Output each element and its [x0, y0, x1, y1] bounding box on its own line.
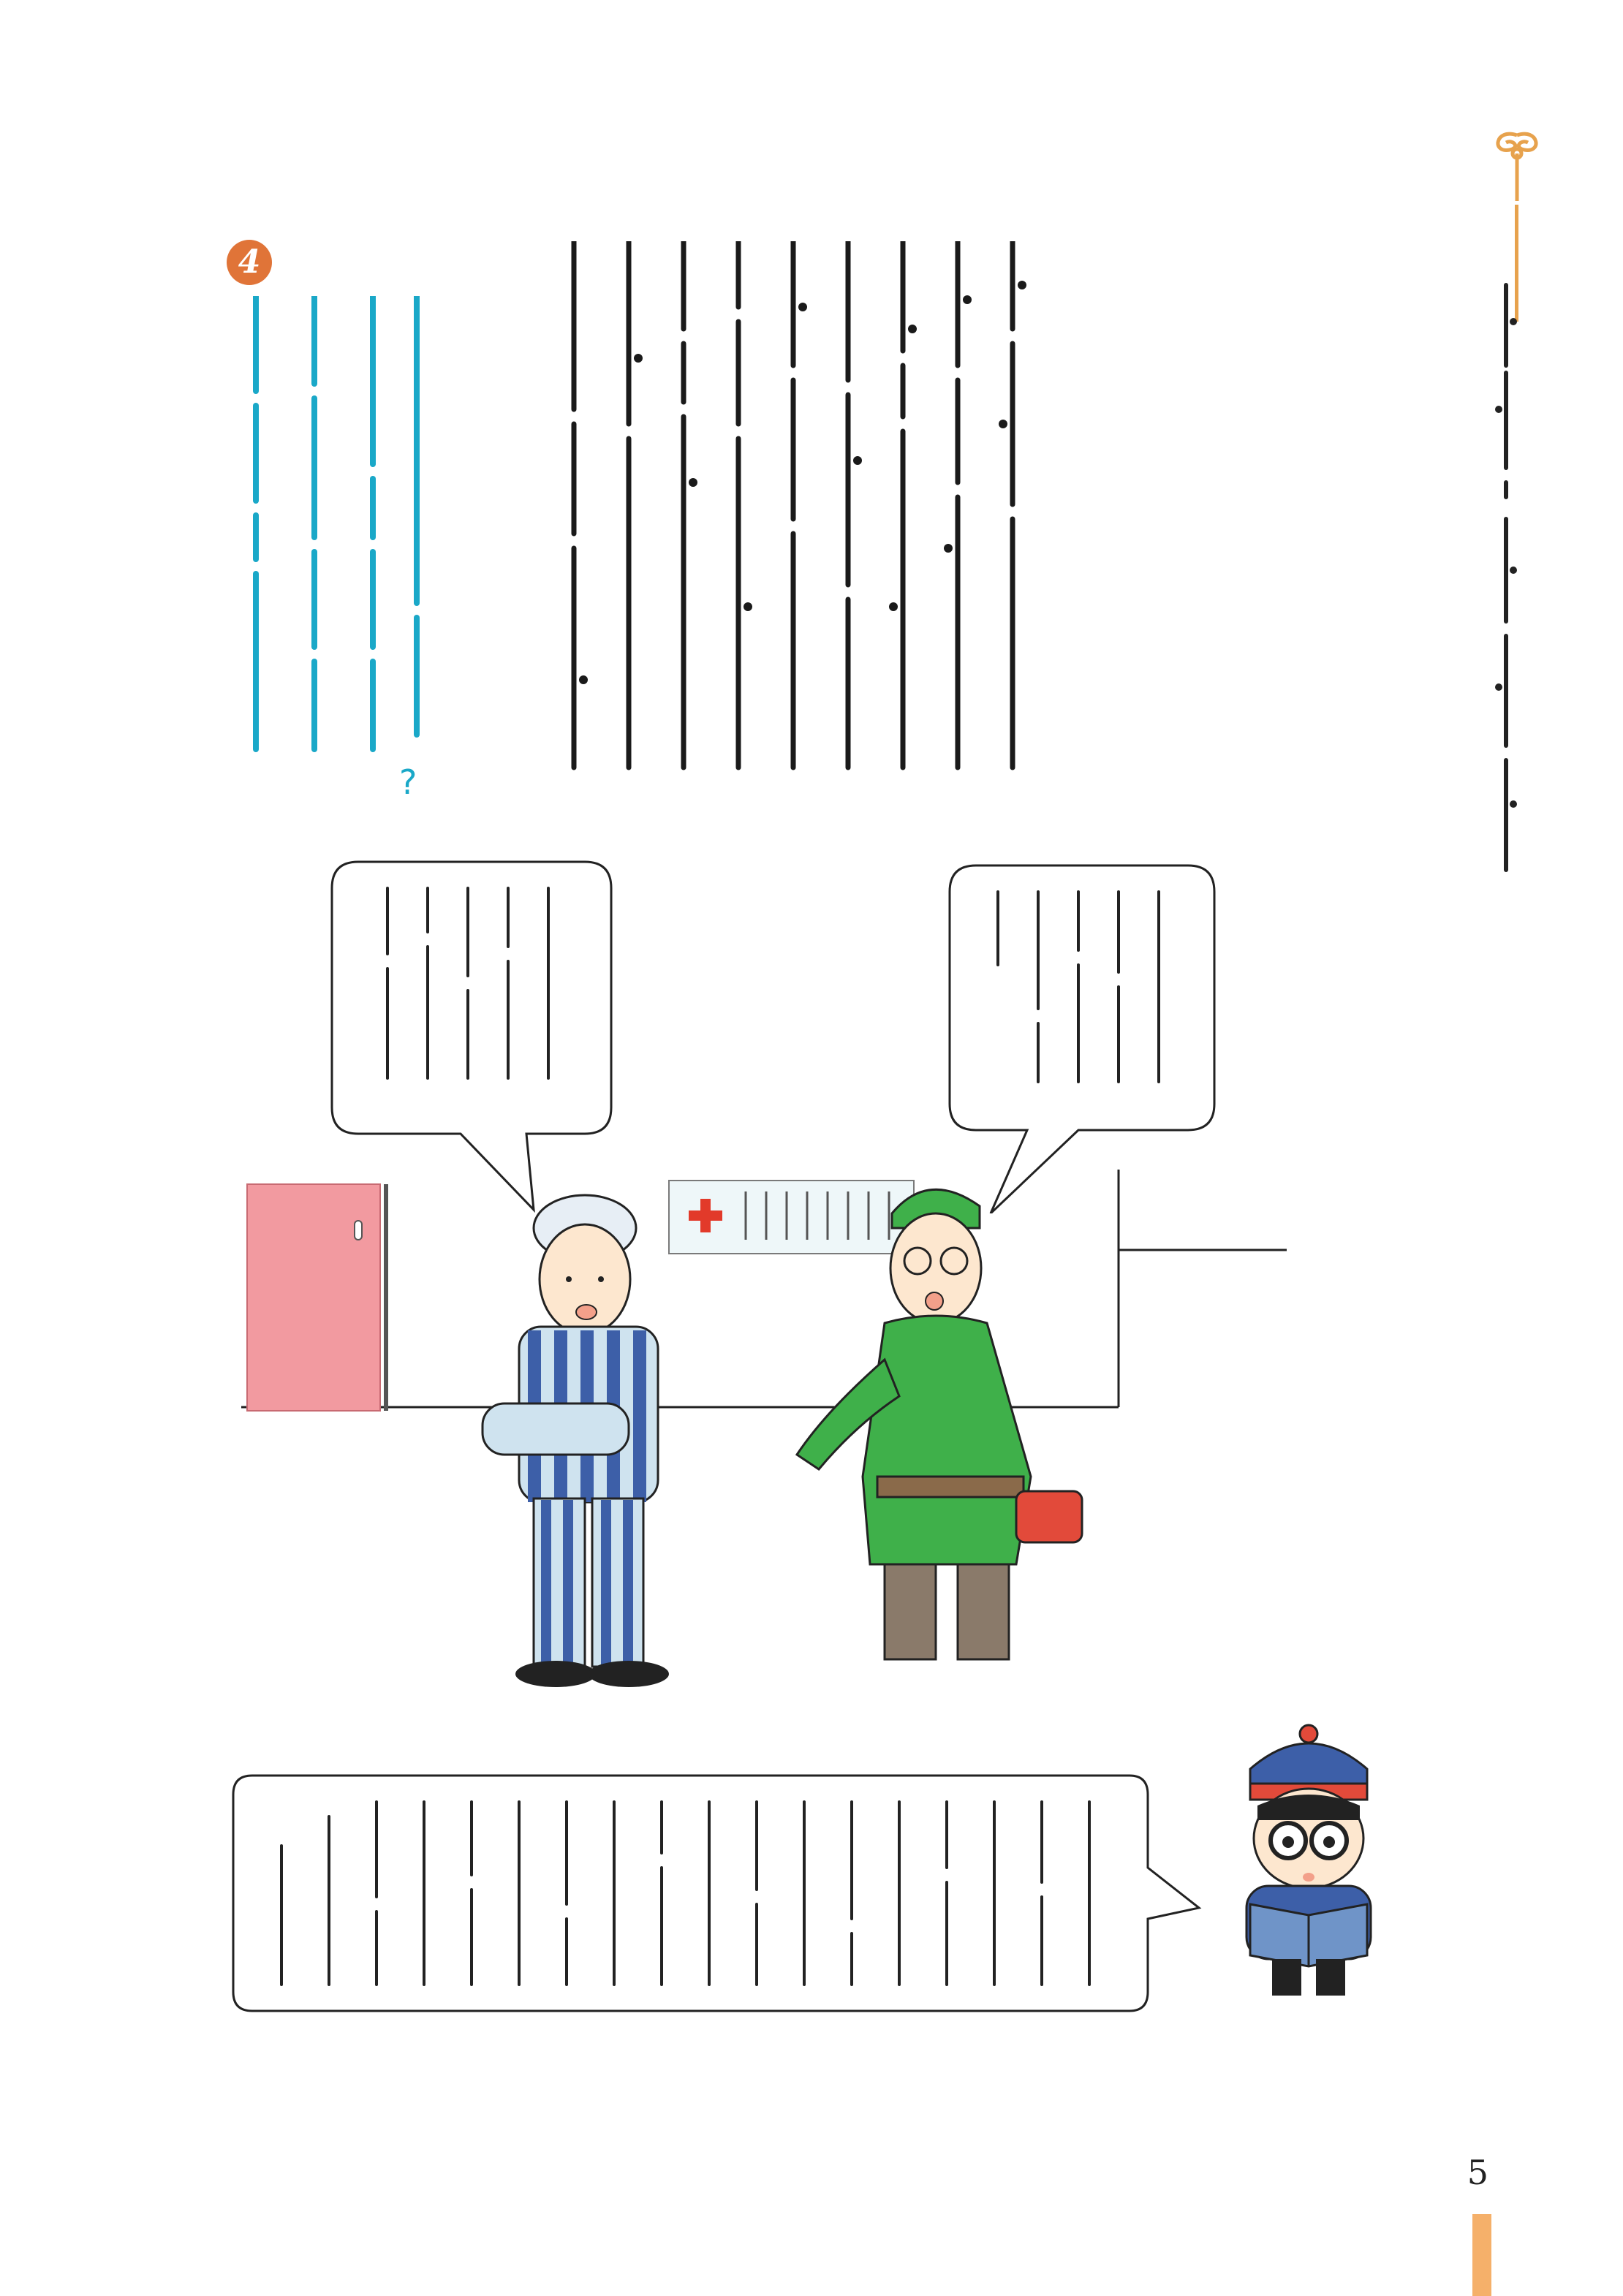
body-paragraph — [526, 241, 1038, 782]
speech-bubble-narrator — [230, 1773, 1203, 2014]
question-text — [234, 296, 439, 757]
pink-door — [247, 1184, 388, 1411]
running-title — [1484, 278, 1528, 877]
speech-bubble-doctor — [947, 863, 1217, 1213]
page-number: 5 — [1467, 2153, 1488, 2192]
hospital-scene — [241, 1170, 1294, 1696]
doctor-figure — [797, 1189, 1082, 1659]
patient-figure — [483, 1195, 669, 1687]
page-edge-tab — [1472, 2214, 1491, 2296]
question-mark: ? — [399, 762, 417, 802]
child-reading-figure — [1206, 1710, 1411, 2003]
hospital-sign — [669, 1181, 914, 1254]
header-ornament — [1473, 124, 1561, 205]
question-badge: 4 — [227, 240, 272, 285]
